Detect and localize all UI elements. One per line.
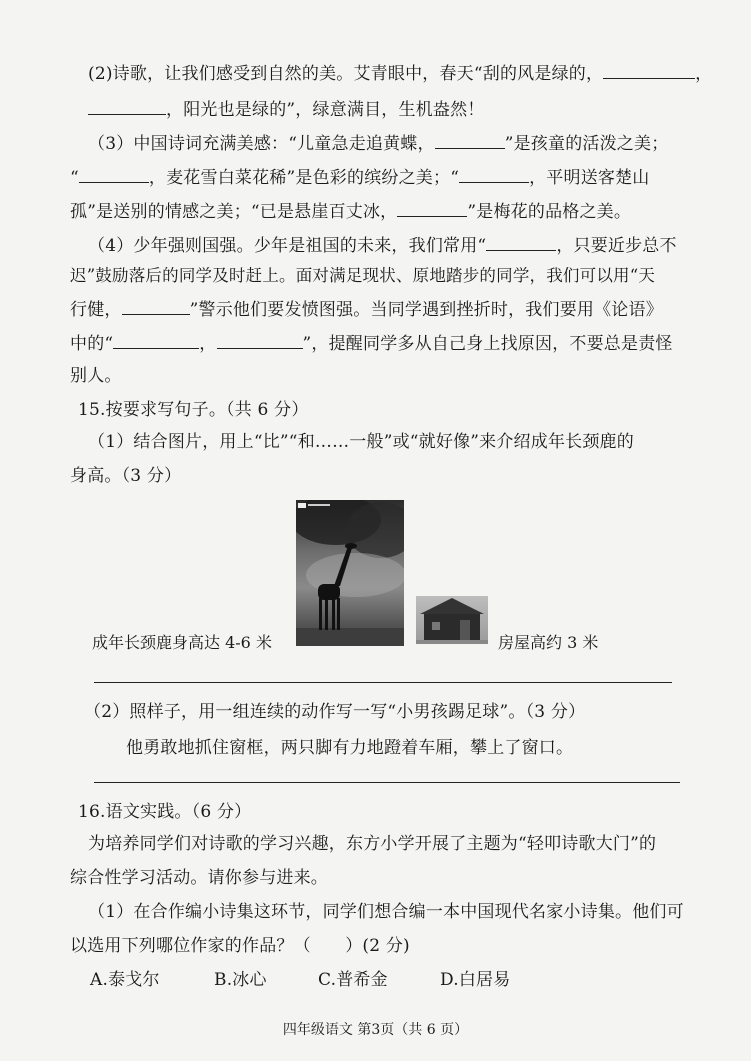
giraffe-photo: [296, 500, 404, 646]
caption-giraffe: 成年长颈鹿身高达 4-6 米: [92, 633, 272, 652]
q14-p3-line1: [88, 130, 688, 156]
q14-p2-text2: ，阳光也是绿的”，绿意满目，生机盎然！: [166, 100, 485, 120]
q14-p4-line4: [70, 330, 673, 356]
q16-title: 16.语文实践。（6 分）: [78, 802, 252, 822]
q14-p4-line5: 别人。: [70, 366, 122, 386]
house-photo: [416, 596, 488, 644]
q14-p3-line2: [70, 164, 670, 190]
answer-blank[interactable]: [603, 60, 695, 79]
answer-blank[interactable]: [435, 130, 505, 149]
q16-intro-line1: 为培养同学们对诗歌的学习兴趣，东方小学开展了主题为“轻叩诗歌大门”的: [88, 834, 657, 854]
giraffe-image: [296, 500, 404, 646]
q14-p4-text3b: ”警示他们要发愤图强。当同学遇到挫折时，我们要用《论语》: [189, 300, 663, 320]
answer-line[interactable]: [94, 782, 680, 783]
q14-p4-text1b: ，只要近步总不: [556, 236, 677, 256]
q14-p3-text3b: ”是梅花的品格之美。: [467, 202, 632, 222]
q16-p1-line1: （1）在合作编小诗集这环节，同学们想合编一本中国现代名家小诗集。他们可: [88, 902, 684, 922]
q15-p2-example: 他勇敢地抓住窗框，两只脚有力地蹬着车厢，攀上了窗口。: [126, 738, 574, 758]
q16-p1-line2: 以选用下列哪位作家的作品？（ ）(2 分): [70, 936, 410, 956]
q14-p2-text1: (2)诗歌，让我们感受到自然的美。艾青眼中，春天“刮的风是绿的，: [88, 64, 604, 84]
caption-house: 房屋高约 3 米: [498, 633, 599, 652]
q14-p2-line1: [88, 60, 713, 86]
page-footer: 四年级语文 第3页（共 6 页）: [282, 1022, 469, 1038]
answer-blank[interactable]: [486, 232, 556, 251]
q14-p3-text2b: ，麦花雪白菜花稀”是色彩的缤纷之美；“: [148, 168, 460, 188]
q14-p3-line3: [70, 198, 670, 224]
q14-p4-line3: [70, 296, 670, 322]
q14-p4-text1a: （4）少年强则国强。少年是祖国的未来，我们常用“: [88, 236, 487, 256]
answer-blank[interactable]: [459, 164, 529, 183]
q14-p4-text4b: ，: [199, 334, 217, 354]
q14-p4-text4a: 中的“: [70, 334, 114, 354]
answer-blank[interactable]: [122, 296, 190, 315]
answer-line[interactable]: [94, 682, 672, 683]
answer-blank[interactable]: [88, 96, 166, 115]
answer-blank[interactable]: [217, 330, 303, 349]
q15-p1-line1: （1）结合图片，用上“比”“和……一般”或“就好像”来介绍成年长颈鹿的: [88, 432, 634, 452]
q16-option-b[interactable]: B.冰心: [214, 970, 267, 990]
q14-p3-text2c: ，平明送客楚山: [529, 168, 650, 188]
q14-p4-text4c: ”，提醒同学多从自己身上找原因，不要总是责怪: [302, 334, 673, 354]
q15-title: 15.按要求写句子。（共 6 分）: [78, 400, 309, 420]
answer-blank[interactable]: [113, 330, 199, 349]
q15-p2-line1: （2）照样子，用一组连续的动作写一写“小男孩踢足球”。（3 分）: [84, 702, 586, 722]
q16-option-a[interactable]: A.泰戈尔: [90, 970, 160, 990]
q15-p1-line2: 身高。（3 分）: [70, 466, 182, 486]
q14-p2-line2: [88, 96, 688, 122]
q14-p3-text2a: “: [70, 168, 79, 188]
q14-p4-line1: [88, 232, 688, 258]
q14-p4-text3a: 行健，: [70, 300, 122, 320]
answer-blank[interactable]: [397, 198, 467, 217]
answer-blank[interactable]: [79, 164, 149, 183]
q14-p3-text1b: ”是孩童的活泼之美；: [504, 134, 669, 154]
q14-p3-text3a: 孤”是送别的情感之美；“已是悬崖百丈冰，: [70, 202, 398, 222]
q16-intro-line2: 综合性学习活动。请你参与进来。: [70, 868, 328, 888]
q14-p4-line2: 迟”鼓励落后的同学及时赶上。面对满足现状、原地踏步的同学，我们可以用“天: [70, 266, 656, 285]
q16-option-d[interactable]: D.白居易: [440, 970, 511, 990]
house-image: [416, 596, 488, 644]
q14-p3-text1a: （3）中国诗词充满美感：“儿童急走追黄蝶，: [88, 134, 435, 154]
q14-p2-text1-end: ，: [695, 64, 713, 84]
q16-option-c[interactable]: C.普希金: [318, 970, 388, 990]
